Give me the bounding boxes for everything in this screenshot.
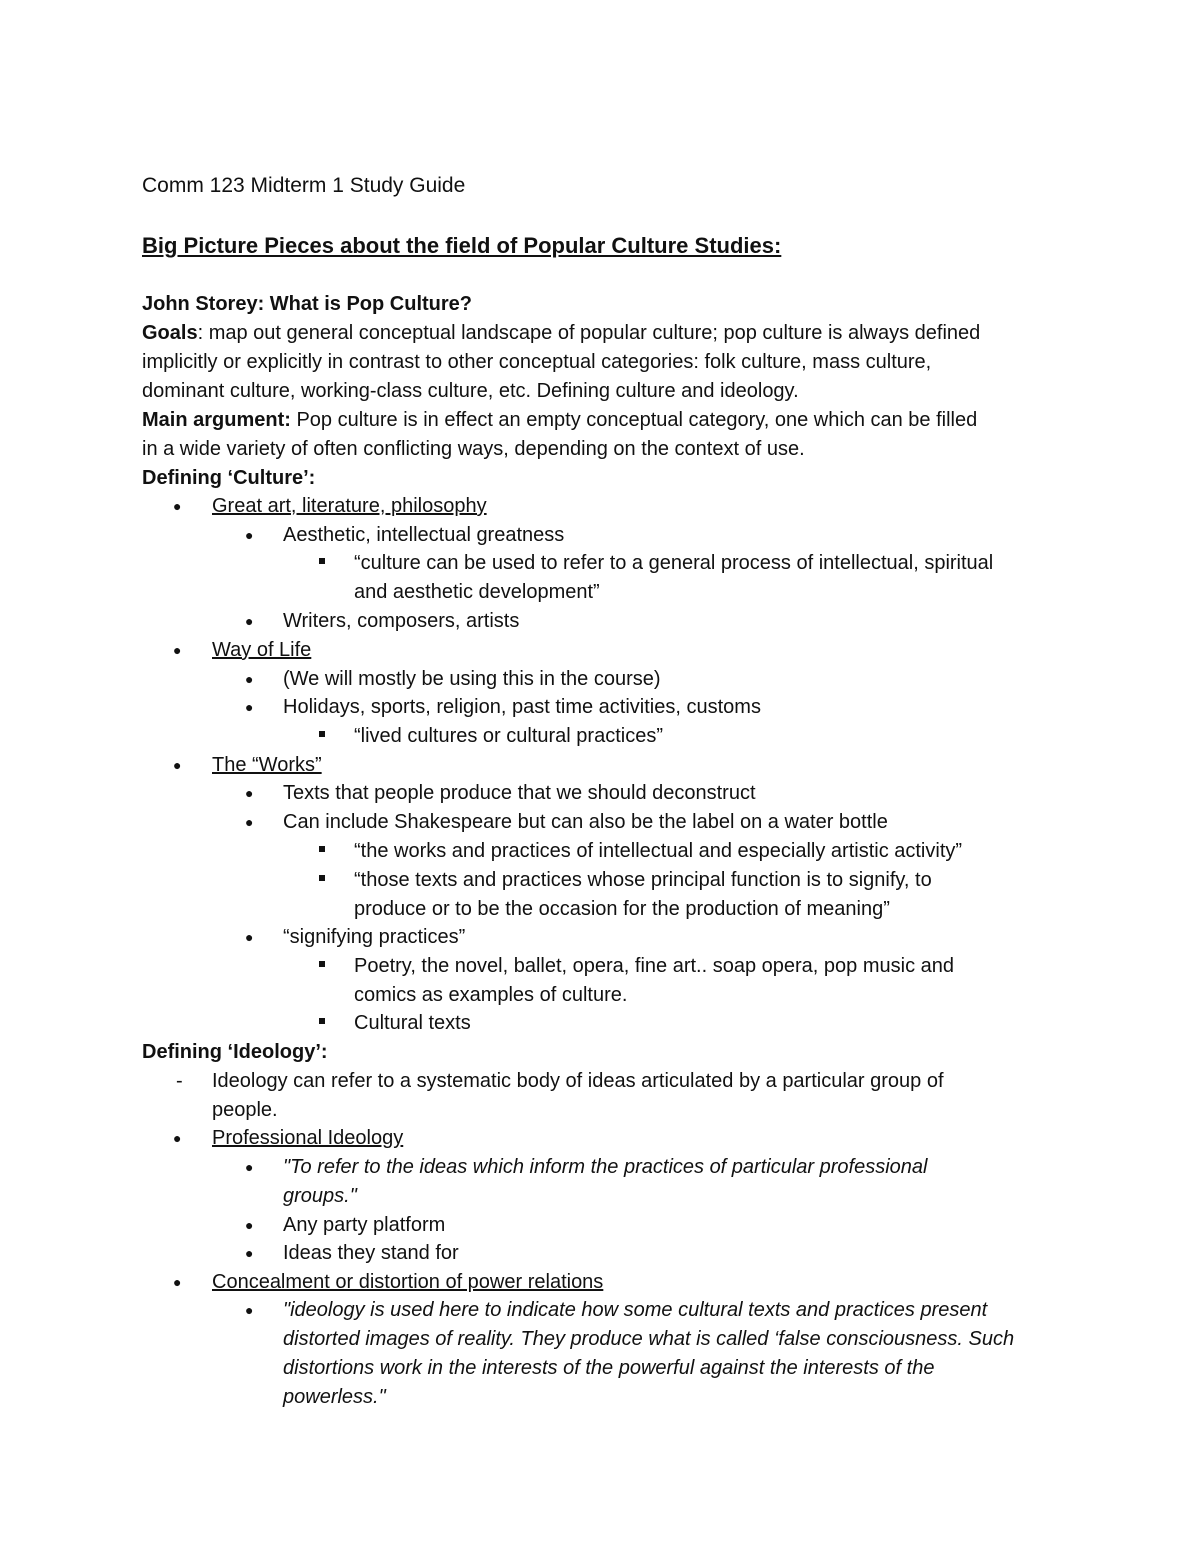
culture-quote-1: “culture can be used to refer to a general process of intellectual, spiritual [354,552,994,574]
bullet-icon: ● [173,498,182,514]
lived-cultures-item: “lived cultures or cultural practices” [354,725,663,747]
goals-text-2: implicitly or explicitly in contrast to other conceptual categories: folk culture, mass culture, [142,351,932,373]
bullet-icon: ● [173,1274,182,1290]
professional-ideology-item: Professional Ideology [212,1127,404,1149]
storey-heading: John Storey: What is Pop Culture? [142,293,473,315]
writers-item: Writers, composers, artists [283,610,520,632]
used-quote-4: powerless." [283,1386,386,1408]
ideology-heading: Defining ‘Ideology’: [142,1041,328,1063]
bullet-icon: ● [245,1245,254,1261]
goals-text-3: dominant culture, working-class culture, etc. Defining culture and ideology. [142,380,799,402]
bullet-icon: ● [173,757,182,773]
holidays-item: Holidays, sports, religion, past time activities, customs [283,696,761,718]
poetry-item-2: comics as examples of culture. [354,984,628,1006]
shakespeare-item: Can include Shakespeare but can also be the label on a water bottle [283,811,888,833]
argument-line [142,406,977,435]
aesthetic-item: Aesthetic, intellectual greatness [283,524,565,546]
bullet-icon: ● [245,929,254,945]
bullet-icon: ● [245,671,254,687]
bullet-icon: ● [245,1159,254,1175]
bullet-icon: ● [245,699,254,715]
used-quote-1: "ideology is used here to indicate how some cultural texts and practices present [283,1299,988,1321]
bullet-icon: ● [245,1302,254,1318]
dash-bullet-icon: - [176,1070,183,1092]
goals-label: Goals [142,322,198,344]
poetry-item-1: Poetry, the novel, ballet, opera, fine art.. soap opera, pop music and [354,955,954,977]
party-item: Any party platform [283,1214,446,1236]
document-title: Comm 123 Midterm 1 Study Guide [142,174,466,197]
ideas-stand-item: Ideas they stand for [283,1242,459,1264]
square-bullet-icon [319,875,325,881]
mostly-using-item: (We will mostly be using this in the course) [283,668,661,690]
bullet-icon: ● [245,785,254,801]
culture-quote-2: and aesthetic development” [354,581,600,603]
section-heading: Big Picture Pieces about the field of Popular Culture Studies: [142,233,782,258]
systematic-item-2: people. [212,1099,278,1121]
way-of-life-item: Way of Life [212,639,312,661]
culture-heading: Defining ‘Culture’: [142,467,316,489]
systematic-item-1: Ideology can refer to a systematic body of ideas articulated by a particular group of [212,1070,944,1092]
square-bullet-icon [319,731,325,737]
bullet-icon: ● [173,1130,182,1146]
great-art-item: Great art, literature, philosophy [212,495,487,517]
square-bullet-icon [319,846,325,852]
bullet-icon: ● [245,814,254,830]
refer-quote-1: "To refer to the ideas which inform the practices of particular professional [283,1156,928,1178]
cultural-texts-item: Cultural texts [354,1012,471,1034]
texts-people-item: Texts that people produce that we should deconstruct [283,782,756,804]
argument-text-2: in a wide variety of often conflicting ways, depending on the context of use. [142,438,805,460]
argument-label: Main argument: [142,409,291,431]
square-bullet-icon [319,1018,325,1024]
signifying-item: “signifying practices” [283,926,466,948]
works-quote: “the works and practices of intellectual and especially artistic activity” [354,840,963,862]
argument-text-1: Pop culture is in effect an empty conceptual category, one which can be filled [290,409,978,431]
used-quote-3: distortions work in the interests of the powerful against the interests of the [283,1357,935,1379]
goals-line [142,319,980,348]
used-quote-2: distorted images of reality. They produce what is called ‘false consciousness. Such [283,1328,1015,1350]
refer-quote-2: groups." [283,1185,357,1207]
square-bullet-icon [319,961,325,967]
concealment-item: Concealment or distortion of power relations [212,1271,604,1293]
bullet-icon: ● [245,613,254,629]
texts-quote-2: produce or to be the occasion for the production of meaning” [354,898,890,920]
square-bullet-icon [319,558,325,564]
works-item: The “Works” [212,754,322,776]
bullet-icon: ● [245,1217,254,1233]
texts-quote-1: “those texts and practices whose principal function is to signify, to [354,869,932,891]
bullet-icon: ● [245,527,254,543]
goals-text-1: : map out general conceptual landscape of popular culture; pop culture is always defined [197,322,981,344]
bullet-icon: ● [173,642,182,658]
